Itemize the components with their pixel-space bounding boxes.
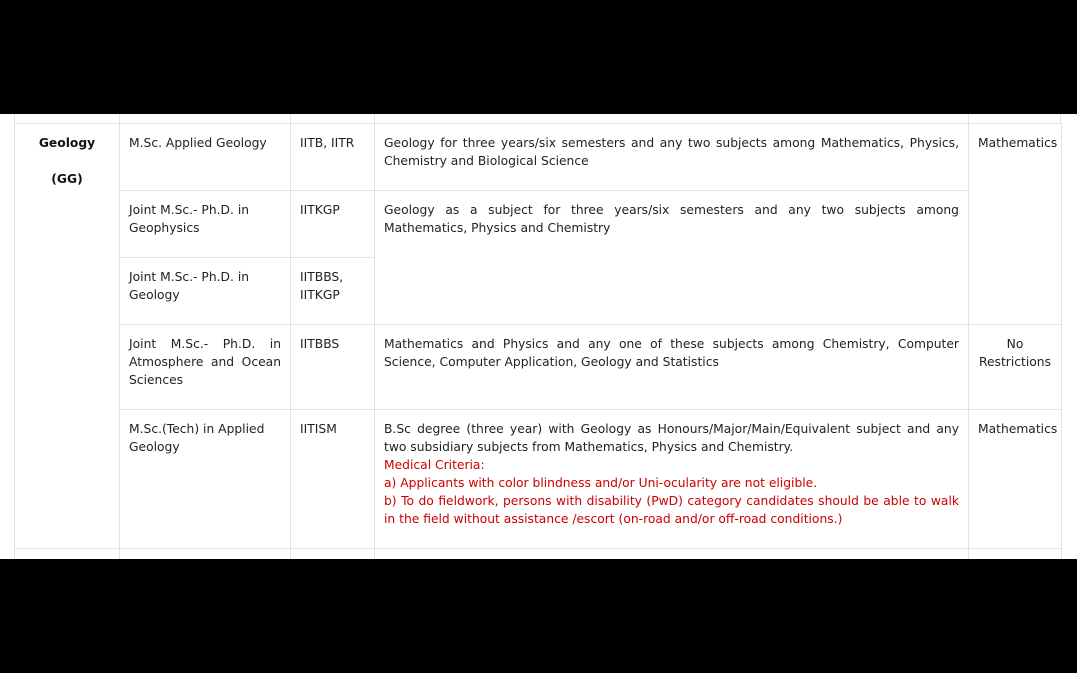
- compulsory-subject-cell: Mathematics: [969, 410, 1062, 549]
- medical-criteria-item: b) To do fieldwork, persons with disability (PwD) category candidates should be able to walk in the field without assistance /escort (on-road and/or off-road conditions.): [384, 494, 959, 526]
- institutes-cell: IITBBS, IITKGP: [291, 258, 375, 325]
- department-code: (GG): [51, 172, 83, 186]
- eligibility-text: B.Sc degree (three year) with Geology as Honours/Major/Main/Equivalent subject and any two subsidiary subjects from Mathematics, Physics and Chemistry.: [384, 422, 959, 454]
- eligibility-cell: [375, 410, 969, 549]
- column-divider: [374, 114, 375, 123]
- column-divider: [290, 114, 291, 123]
- programme-cell: M.Sc.(Tech) in Applied Geology: [120, 410, 291, 549]
- column-divider: [968, 114, 969, 123]
- compulsory-subject-cell: No Restrictions: [969, 325, 1062, 410]
- department-name: Geology: [38, 136, 96, 150]
- eligibility-cell: Geology as a subject for three years/six semesters and any two subjects among Mathematics, Physics and Chemistry: [375, 191, 969, 325]
- column-divider: [119, 114, 120, 123]
- previous-row-remnant: [14, 114, 1061, 123]
- eligibility-table: [14, 123, 1062, 559]
- medical-criteria-item: a) Applicants with color blindness and/or Uni-ocularity are not eligible.: [384, 476, 818, 490]
- medical-criteria-heading: Medical Criteria:: [384, 458, 485, 472]
- department-cell: [15, 124, 120, 549]
- programme-cell: Joint M.Sc.- Ph.D. in Atmosphere and Ocean Sciences: [120, 325, 291, 410]
- table-row: [15, 124, 1062, 191]
- table-row: [15, 410, 1062, 549]
- institutes-cell: IITKGP: [291, 191, 375, 258]
- table-row: [15, 191, 1062, 258]
- next-row-remnant: [15, 549, 1062, 560]
- institutes-cell: IITB, IITR: [291, 124, 375, 191]
- institutes-cell: IITBBS: [291, 325, 375, 410]
- institutes-cell: IITISM: [291, 410, 375, 549]
- programme-cell: Joint M.Sc.- Ph.D. in Geophysics: [120, 191, 291, 258]
- programme-cell: Joint M.Sc.- Ph.D. in Geology: [120, 258, 291, 325]
- programme-cell: M.Sc. Applied Geology: [120, 124, 291, 191]
- eligibility-cell: Geology for three years/six semesters and any two subjects among Mathematics, Physics, Chemistry and Biological Science: [375, 124, 969, 191]
- document-sheet: [0, 114, 1077, 559]
- table-row: [15, 325, 1062, 410]
- eligibility-cell: Mathematics and Physics and any one of these subjects among Chemistry, Computer Science, Computer Application, Geology and Statistics: [375, 325, 969, 410]
- compulsory-subject-cell: Mathematics: [969, 124, 1062, 325]
